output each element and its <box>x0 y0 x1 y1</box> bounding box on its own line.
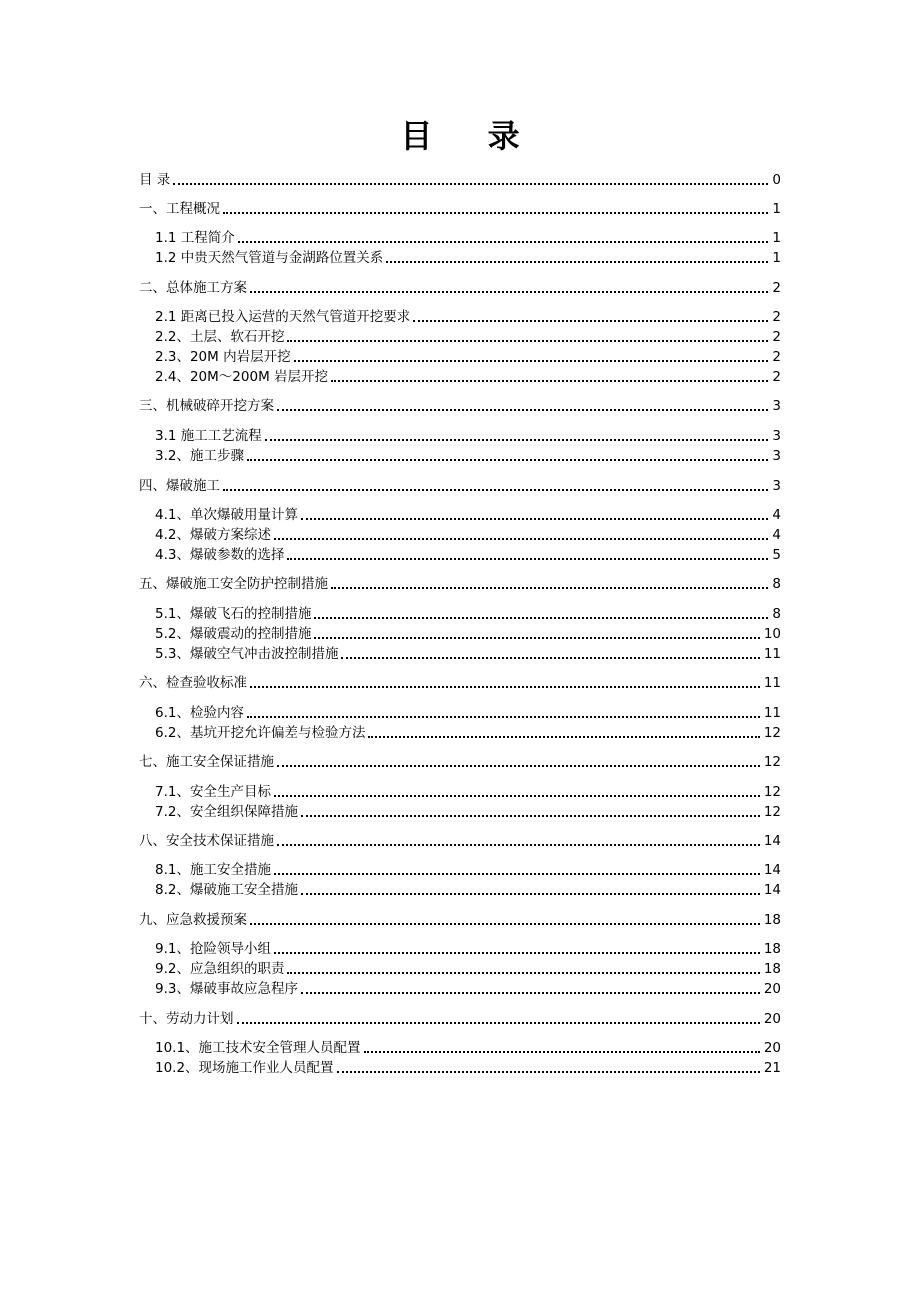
toc-entry[interactable] <box>139 574 781 594</box>
toc-dot-leader <box>368 723 759 743</box>
toc-dot-leader <box>223 199 768 219</box>
toc-entry-page-number: 12 <box>763 784 781 800</box>
toc-entry-page-number: 20 <box>763 1040 781 1056</box>
toc-entry-label: 9.1、抢险领导小组 <box>155 941 271 957</box>
toc-dot-leader <box>386 248 768 268</box>
toc-entry[interactable] <box>139 910 781 930</box>
toc-entry-label: 5.3、爆破空气冲击波控制措施 <box>155 646 339 662</box>
toc-entry-page-number: 11 <box>763 705 781 721</box>
toc-entry-label: 2.1 距离已投入运营的天然气管道开挖要求 <box>155 309 411 325</box>
toc-entry[interactable] <box>139 396 781 416</box>
toc-entry[interactable] <box>139 199 781 219</box>
toc-entry[interactable] <box>155 860 781 880</box>
toc-entry-page-number: 18 <box>763 941 781 957</box>
toc-entry-page-number: 3 <box>772 478 781 494</box>
toc-entry-page-number: 3 <box>772 448 781 464</box>
toc-dot-leader <box>250 278 768 298</box>
toc-entry-page-number: 18 <box>763 961 781 977</box>
toc-entry-page-number: 2 <box>772 280 781 296</box>
toc-entry-page-number: 1 <box>772 230 781 246</box>
toc-entry-page-number: 20 <box>763 1011 781 1027</box>
toc-dot-leader <box>277 752 760 772</box>
toc-entry[interactable] <box>139 170 781 190</box>
toc-entry[interactable] <box>139 673 781 693</box>
toc-entry-label: 9.3、爆破事故应急程序 <box>155 981 298 997</box>
toc-entry-page-number: 1 <box>772 250 781 266</box>
toc-entry-page-number: 14 <box>763 833 781 849</box>
toc-entry-label: 五、爆破施工安全防护控制措施 <box>139 576 328 592</box>
toc-entry-page-number: 14 <box>763 862 781 878</box>
toc-entry-page-number: 14 <box>763 882 781 898</box>
toc-entry[interactable] <box>155 880 781 900</box>
toc-entry-label: 八、安全技术保证措施 <box>139 833 274 849</box>
toc-dot-leader <box>301 802 760 822</box>
toc-entry-label: 1.2 中贵天然气管道与金湖路位置关系 <box>155 250 384 266</box>
toc-entry-page-number: 8 <box>772 606 781 622</box>
toc-entry-label: 六、检查验收标准 <box>139 675 247 691</box>
toc-entry-label: 4.2、爆破方案综述 <box>155 527 271 543</box>
toc-dot-leader <box>173 170 768 190</box>
toc-entry-page-number: 4 <box>772 527 781 543</box>
toc-dot-leader <box>287 545 768 565</box>
toc-entry-label: 二、总体施工方案 <box>139 280 247 296</box>
toc-entry-label: 一、工程概况 <box>139 201 220 217</box>
toc-dot-leader <box>247 446 768 466</box>
toc-dot-leader <box>314 604 768 624</box>
toc-entry[interactable] <box>155 525 781 545</box>
toc-entry-label: 2.3、20M 内岩层开挖 <box>155 349 291 365</box>
toc-entry-page-number: 11 <box>763 646 781 662</box>
toc-entry[interactable] <box>155 545 781 565</box>
toc-entry-label: 三、机械破碎开挖方案 <box>139 398 274 414</box>
toc-entry-label: 七、施工安全保证措施 <box>139 754 274 770</box>
toc-dot-leader <box>274 860 760 880</box>
toc-entry-label: 2.2、土层、软石开挖 <box>155 329 285 345</box>
toc-entry[interactable] <box>155 367 781 387</box>
toc-entry-label: 10.2、现场施工作业人员配置 <box>155 1060 334 1076</box>
toc-dot-leader <box>331 574 768 594</box>
toc-entry[interactable] <box>155 1038 781 1058</box>
toc-entry-page-number: 20 <box>763 981 781 997</box>
toc-entry-label: 8.2、爆破施工安全措施 <box>155 882 298 898</box>
toc-entry-label: 6.2、基坑开挖允许偏差与检验方法 <box>155 725 366 741</box>
toc-entry-label: 3.2、施工步骤 <box>155 448 244 464</box>
toc-dot-leader <box>250 673 760 693</box>
toc-dot-leader <box>287 327 768 347</box>
toc-entry[interactable] <box>155 1058 781 1078</box>
toc-dot-leader <box>250 910 760 930</box>
toc-dot-leader <box>265 426 769 446</box>
toc-entry[interactable] <box>155 644 781 664</box>
toc-entry[interactable] <box>155 703 781 723</box>
toc-dot-leader <box>294 347 769 367</box>
toc-entry-label: 5.1、爆破飞石的控制措施 <box>155 606 312 622</box>
toc-entry[interactable] <box>139 476 781 496</box>
toc-entry-label: 目 录 <box>139 172 171 188</box>
toc-entry[interactable] <box>155 327 781 347</box>
toc-entry-label: 十、劳动力计划 <box>139 1011 234 1027</box>
toc-entry-label: 8.1、施工安全措施 <box>155 862 271 878</box>
toc-entry-page-number: 8 <box>772 576 781 592</box>
toc-entry[interactable] <box>155 802 781 822</box>
toc-entry[interactable] <box>155 604 781 624</box>
toc-dot-leader <box>247 703 760 723</box>
toc-dot-leader <box>331 367 768 387</box>
toc-entry-label: 10.1、施工技术安全管理人员配置 <box>155 1040 361 1056</box>
toc-entry-page-number: 0 <box>772 172 781 188</box>
toc-dot-leader <box>301 979 760 999</box>
toc-entry[interactable] <box>155 782 781 802</box>
toc-entry-page-number: 2 <box>772 369 781 385</box>
toc-dot-leader <box>301 505 768 525</box>
toc-dot-leader <box>277 396 768 416</box>
toc-entry[interactable] <box>155 723 781 743</box>
page-title: 目 录 <box>400 117 542 155</box>
toc-entry-page-number: 4 <box>772 507 781 523</box>
toc-dot-leader <box>287 959 759 979</box>
toc-entry[interactable] <box>155 307 781 327</box>
toc-entry-label: 4.3、爆破参数的选择 <box>155 547 285 563</box>
toc-entry-page-number: 3 <box>772 398 781 414</box>
toc-dot-leader <box>301 880 760 900</box>
toc-dot-leader <box>223 476 768 496</box>
toc-entry-label: 6.1、检验内容 <box>155 705 244 721</box>
toc-dot-leader <box>341 644 759 664</box>
toc-dot-leader <box>364 1038 760 1058</box>
toc-entry-page-number: 21 <box>763 1060 781 1076</box>
toc-entry[interactable] <box>155 979 781 999</box>
toc-entry-page-number: 11 <box>763 675 781 691</box>
toc-entry-page-number: 2 <box>772 309 781 325</box>
toc-dot-leader <box>274 525 768 545</box>
toc-entry-page-number: 2 <box>772 329 781 345</box>
toc-dot-leader <box>274 939 760 959</box>
toc-dot-leader <box>238 228 769 248</box>
toc-entry[interactable] <box>139 831 781 851</box>
toc-entry[interactable] <box>139 278 781 298</box>
toc-entry[interactable] <box>139 752 781 772</box>
toc-entry[interactable] <box>155 624 781 644</box>
toc-dot-leader <box>314 624 759 644</box>
toc-entry-page-number: 5 <box>772 547 781 563</box>
toc-entry-page-number: 12 <box>763 754 781 770</box>
toc-entry-page-number: 2 <box>772 349 781 365</box>
toc-entry-label: 4.1、单次爆破用量计算 <box>155 507 298 523</box>
toc-entry[interactable] <box>155 446 781 466</box>
toc-entry-label: 1.1 工程简介 <box>155 230 235 246</box>
toc-entry-page-number: 3 <box>772 428 781 444</box>
toc-dot-leader <box>237 1009 760 1029</box>
toc-entry[interactable] <box>155 248 781 268</box>
toc-entry-label: 5.2、爆破震动的控制措施 <box>155 626 312 642</box>
toc-dot-leader <box>413 307 768 327</box>
toc-entry[interactable] <box>155 426 781 446</box>
toc-entry[interactable] <box>155 228 781 248</box>
toc-entry-label: 2.4、20M～200M 岩层开挖 <box>155 369 329 385</box>
toc-entry[interactable] <box>155 939 781 959</box>
toc-entry-page-number: 18 <box>763 912 781 928</box>
toc-entry-page-number: 12 <box>763 804 781 820</box>
toc-entry-label: 九、应急救援预案 <box>139 912 247 928</box>
toc-entry-page-number: 10 <box>763 626 781 642</box>
toc-dot-leader <box>277 831 760 851</box>
toc-dot-leader <box>337 1058 760 1078</box>
toc-entry-page-number: 1 <box>772 201 781 217</box>
toc-entry[interactable] <box>139 1009 781 1029</box>
toc-entry-page-number: 12 <box>763 725 781 741</box>
toc-entry-label: 3.1 施工工艺流程 <box>155 428 262 444</box>
toc-dot-leader <box>274 782 760 802</box>
toc-entry[interactable] <box>155 959 781 979</box>
toc-entry[interactable] <box>155 347 781 367</box>
toc-entry-label: 9.2、应急组织的职责 <box>155 961 285 977</box>
toc-entry-label: 四、爆破施工 <box>139 478 220 494</box>
toc-entry-label: 7.2、安全组织保障措施 <box>155 804 298 820</box>
toc-entry-label: 7.1、安全生产目标 <box>155 784 271 800</box>
toc-entry[interactable] <box>155 505 781 525</box>
